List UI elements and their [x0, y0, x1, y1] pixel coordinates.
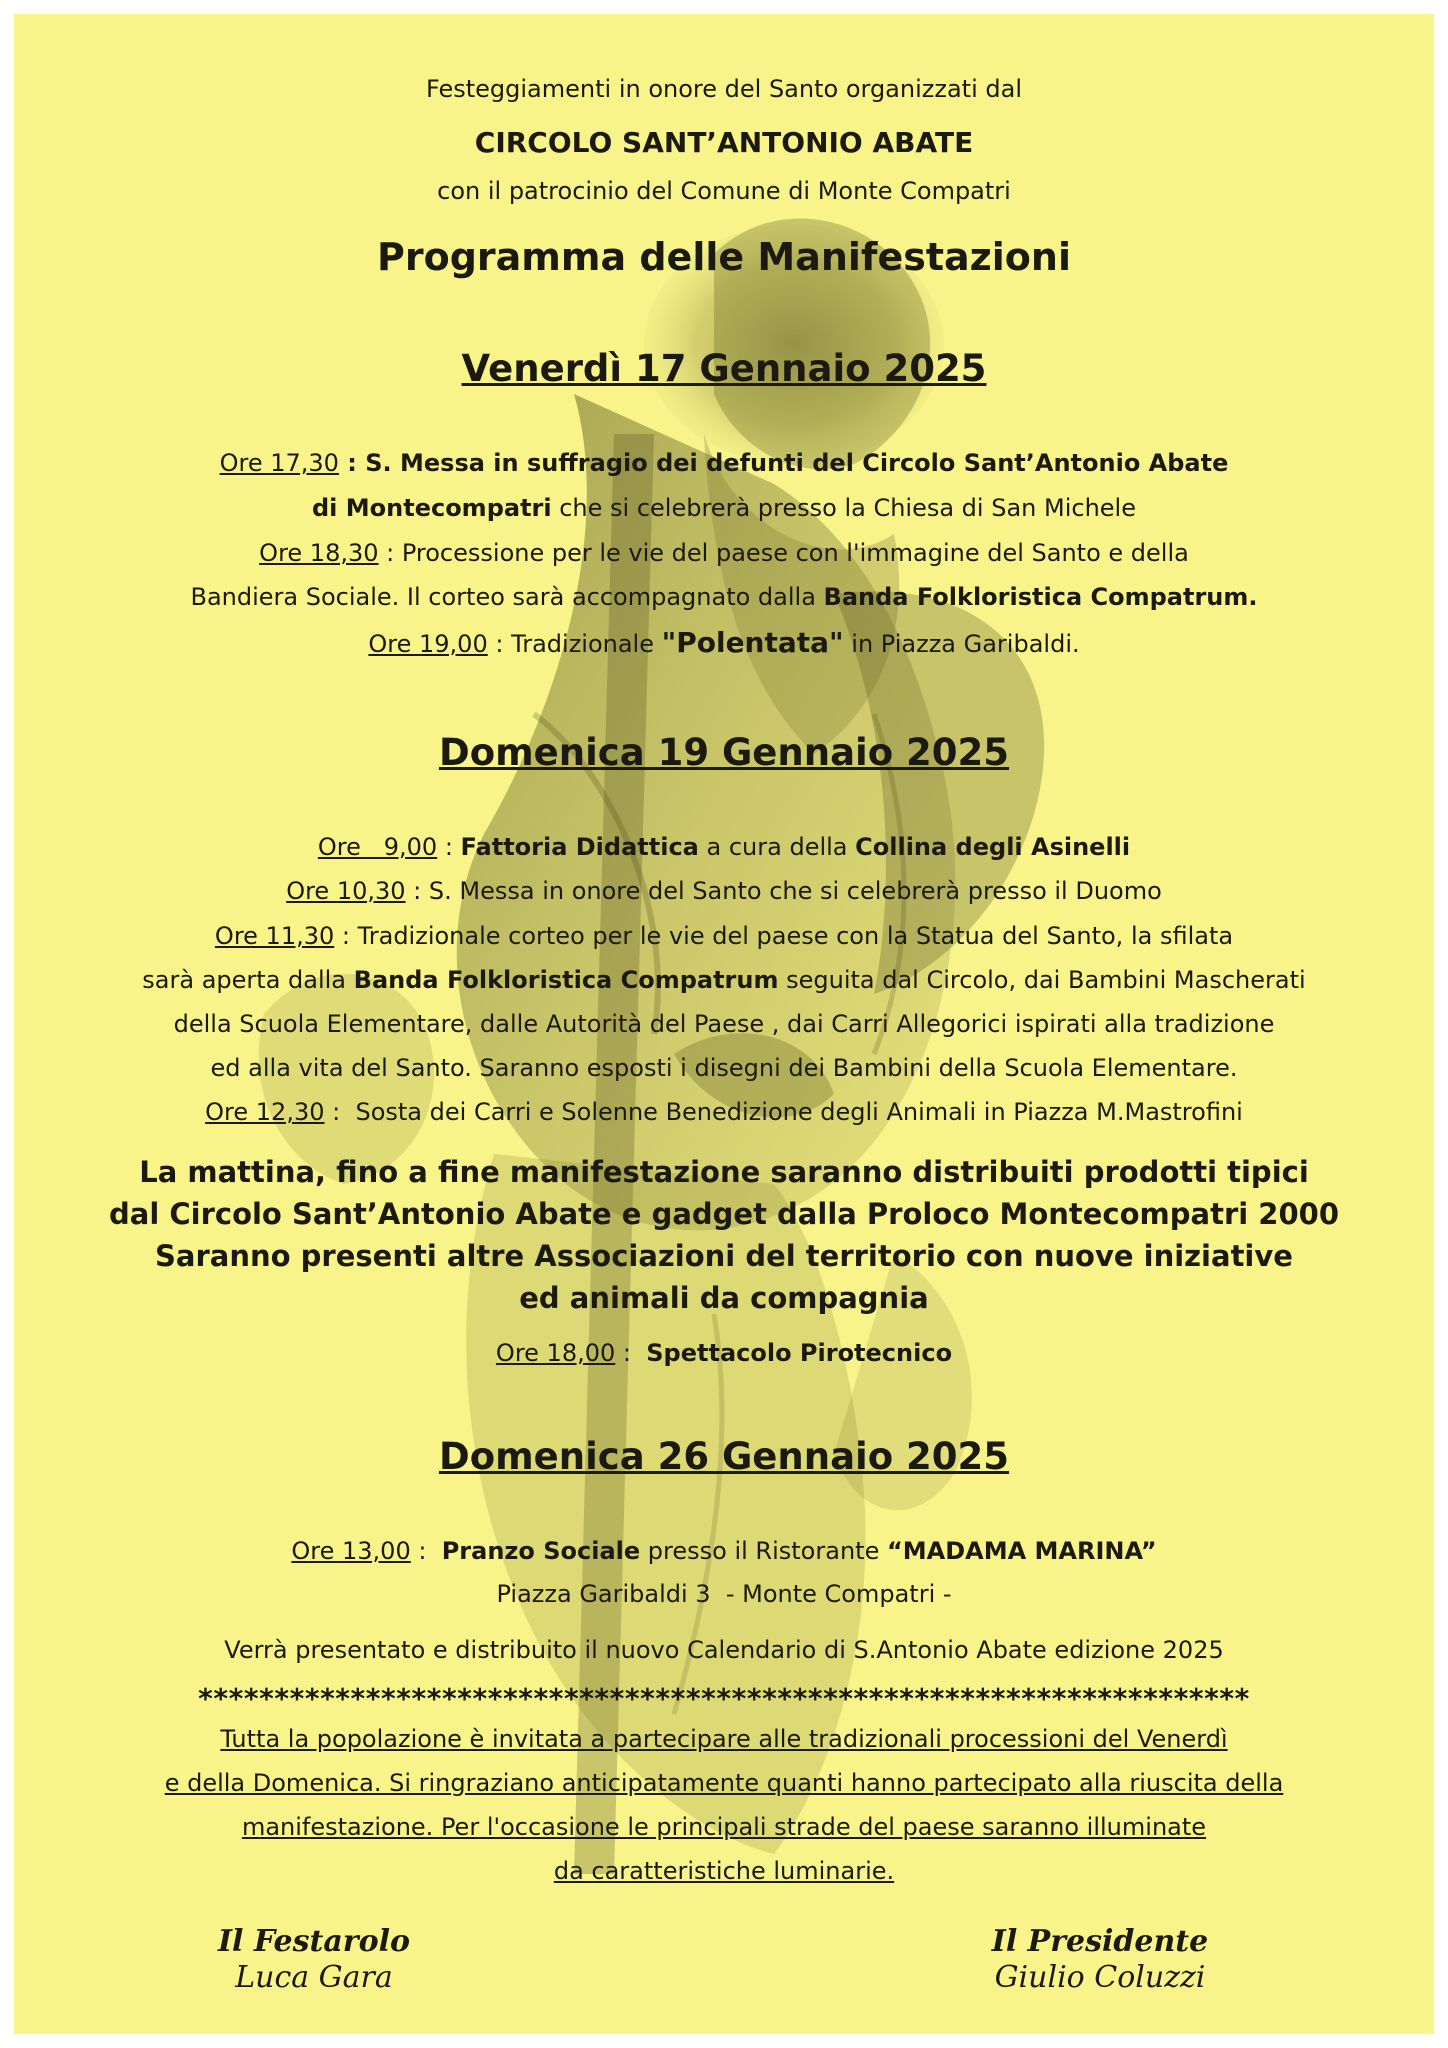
calendar-announcement: Verrà presentato e distribuito il nuovo Calendario di S.Antonio Abate edizione 2025 [224, 1636, 1224, 1664]
day1-event3-line [14, 626, 1434, 661]
closing-line-1: Tutta la popolazione è invitata a partecipare alle tradizionali processioni del Venerdì [220, 1725, 1228, 1753]
day2-event3-line3: della Scuola Elementare, dalle Autorità del Paese , dai Carri Allegorici ispirati alla tradizione [173, 1010, 1275, 1038]
flyer-content [14, 14, 1434, 2034]
event-text: che si celebrerà presso la Chiesa di San Michele [551, 494, 1136, 522]
signature-title: Il Festarolo [217, 1924, 411, 1959]
event-text: : Tradizionale [487, 630, 662, 658]
time-label: Ore 11,30 [214, 922, 335, 950]
signature-festarolo [164, 1924, 464, 1996]
highlight-line-4: ed animali da compagnia [519, 1281, 929, 1315]
day2-event1-line [14, 830, 1434, 864]
highlight-line-3: Saranno presenti altre Associazioni del territorio con nuove iniziative [155, 1239, 1293, 1273]
event-title: Pranzo Sociale [441, 1537, 641, 1565]
event-text: a cura della [698, 833, 856, 861]
separator: : [338, 449, 366, 477]
page-title: Programma delle Manifestazioni [377, 235, 1071, 279]
band-name: Banda Folkloristica Compatrum [353, 966, 779, 994]
event-text: Bandiera Sociale. Il corteo sarà accompagnato dalla [190, 583, 824, 611]
intro-line: Festeggiamenti in onore del Santo organizzati dal [425, 75, 1022, 103]
day2-event3-line1 [14, 919, 1434, 953]
event-title: Spettacolo Pirotecnico [646, 1339, 953, 1367]
day2-event3-line4: ed alla vita del Santo. Saranno esposti i disegni dei Bambini della Scuola Elementare. [210, 1054, 1238, 1082]
day2-event2-line [14, 874, 1434, 908]
time-label: Ore 19,00 [368, 630, 488, 658]
club-name: CIRCOLO SANT’ANTONIO ABATE [474, 126, 974, 159]
time-label: Ore 13,00 [291, 1537, 411, 1565]
time-label: Ore 9,00 [317, 833, 438, 861]
day1-date-heading: Venerdì 17 Gennaio 2025 [461, 347, 987, 390]
day1-event2-line1 [14, 536, 1434, 570]
event-text: : Tradizionale corteo per le vie del paese con la Statua del Santo, la sfilata [334, 922, 1234, 950]
event-text: presso il Ristorante [640, 1537, 887, 1565]
signature-name: Luca Gara [235, 1960, 393, 1995]
day2-event3-line2 [14, 963, 1434, 997]
day2-event4-line [14, 1095, 1434, 1129]
signature-title: Il Presidente [991, 1924, 1209, 1959]
event-title: di Montecompatri [312, 494, 552, 522]
day3-event1-line [14, 1534, 1434, 1568]
patronage-line: con il patrocinio del Comune di Monte Compatri [437, 177, 1011, 205]
signature-name: Giulio Coluzzi [994, 1960, 1206, 1995]
day1-event1-line1 [14, 446, 1434, 480]
day2-event5-line [14, 1336, 1434, 1370]
event-title: S. Messa in suffragio dei defunti del Circolo Sant’Antonio Abate [365, 449, 1229, 477]
time-label: Ore 18,30 [259, 539, 379, 567]
event-title: "Polentata" [661, 626, 844, 659]
event-text: : Sosta dei Carri e Solenne Benedizione degli Animali in Piazza M.Mastrofini [324, 1098, 1243, 1126]
event-text: seguita dal Circolo, dai Bambini Mascherati [778, 966, 1306, 994]
restaurant-address: Piazza Garibaldi 3 - Monte Compatri - [496, 1580, 952, 1608]
day1-event2-line2 [14, 580, 1434, 614]
separator: : [410, 1537, 442, 1565]
time-label: Ore 10,30 [286, 877, 406, 905]
day1-event1-line2 [14, 491, 1434, 525]
closing-line-4: da caratteristiche luminarie. [553, 1857, 895, 1885]
event-title: Fattoria Didattica [460, 833, 699, 861]
event-text: : S. Messa in onore del Santo che si celebrerà presso il Duomo [405, 877, 1162, 905]
day3-date-heading: Domenica 26 Gennaio 2025 [438, 1435, 1010, 1478]
highlight-line-2: dal Circolo Sant’Antonio Abate e gadget dalla Proloco Montecompatri 2000 [108, 1197, 1340, 1231]
closing-line-2: e della Domenica. Si ringraziano anticipatamente quanti hanno partecipato alla riuscita della [164, 1769, 1284, 1797]
separator: : [437, 833, 461, 861]
separator: : [615, 1339, 647, 1367]
event-text: in Piazza Garibaldi. [843, 630, 1080, 658]
time-label: Ore 18,00 [495, 1339, 616, 1367]
signature-presidente [950, 1924, 1250, 1996]
closing-line-3: manifestazione. Per l'occasione le principali strade del paese saranno illuminate [241, 1813, 1207, 1841]
highlight-line-1: La mattina, fino a fine manifestazione saranno distribuiti prodotti tipici [139, 1155, 1309, 1189]
time-label: Ore 12,30 [205, 1098, 325, 1126]
flyer-page [14, 14, 1434, 2034]
event-text: sarà aperta dalla [142, 966, 354, 994]
day2-date-heading: Domenica 19 Gennaio 2025 [438, 731, 1010, 774]
event-title: Collina degli Asinelli [855, 833, 1131, 861]
event-text: : Processione per le vie del paese con l'immagine del Santo e della [378, 539, 1189, 567]
band-name: Banda Folkloristica Compatrum. [823, 583, 1258, 611]
asterisk-divider: ********************************************************************* [198, 1682, 1250, 1715]
restaurant-name: “MADAMA MARINA” [886, 1537, 1157, 1565]
time-label: Ore 17,30 [219, 449, 339, 477]
